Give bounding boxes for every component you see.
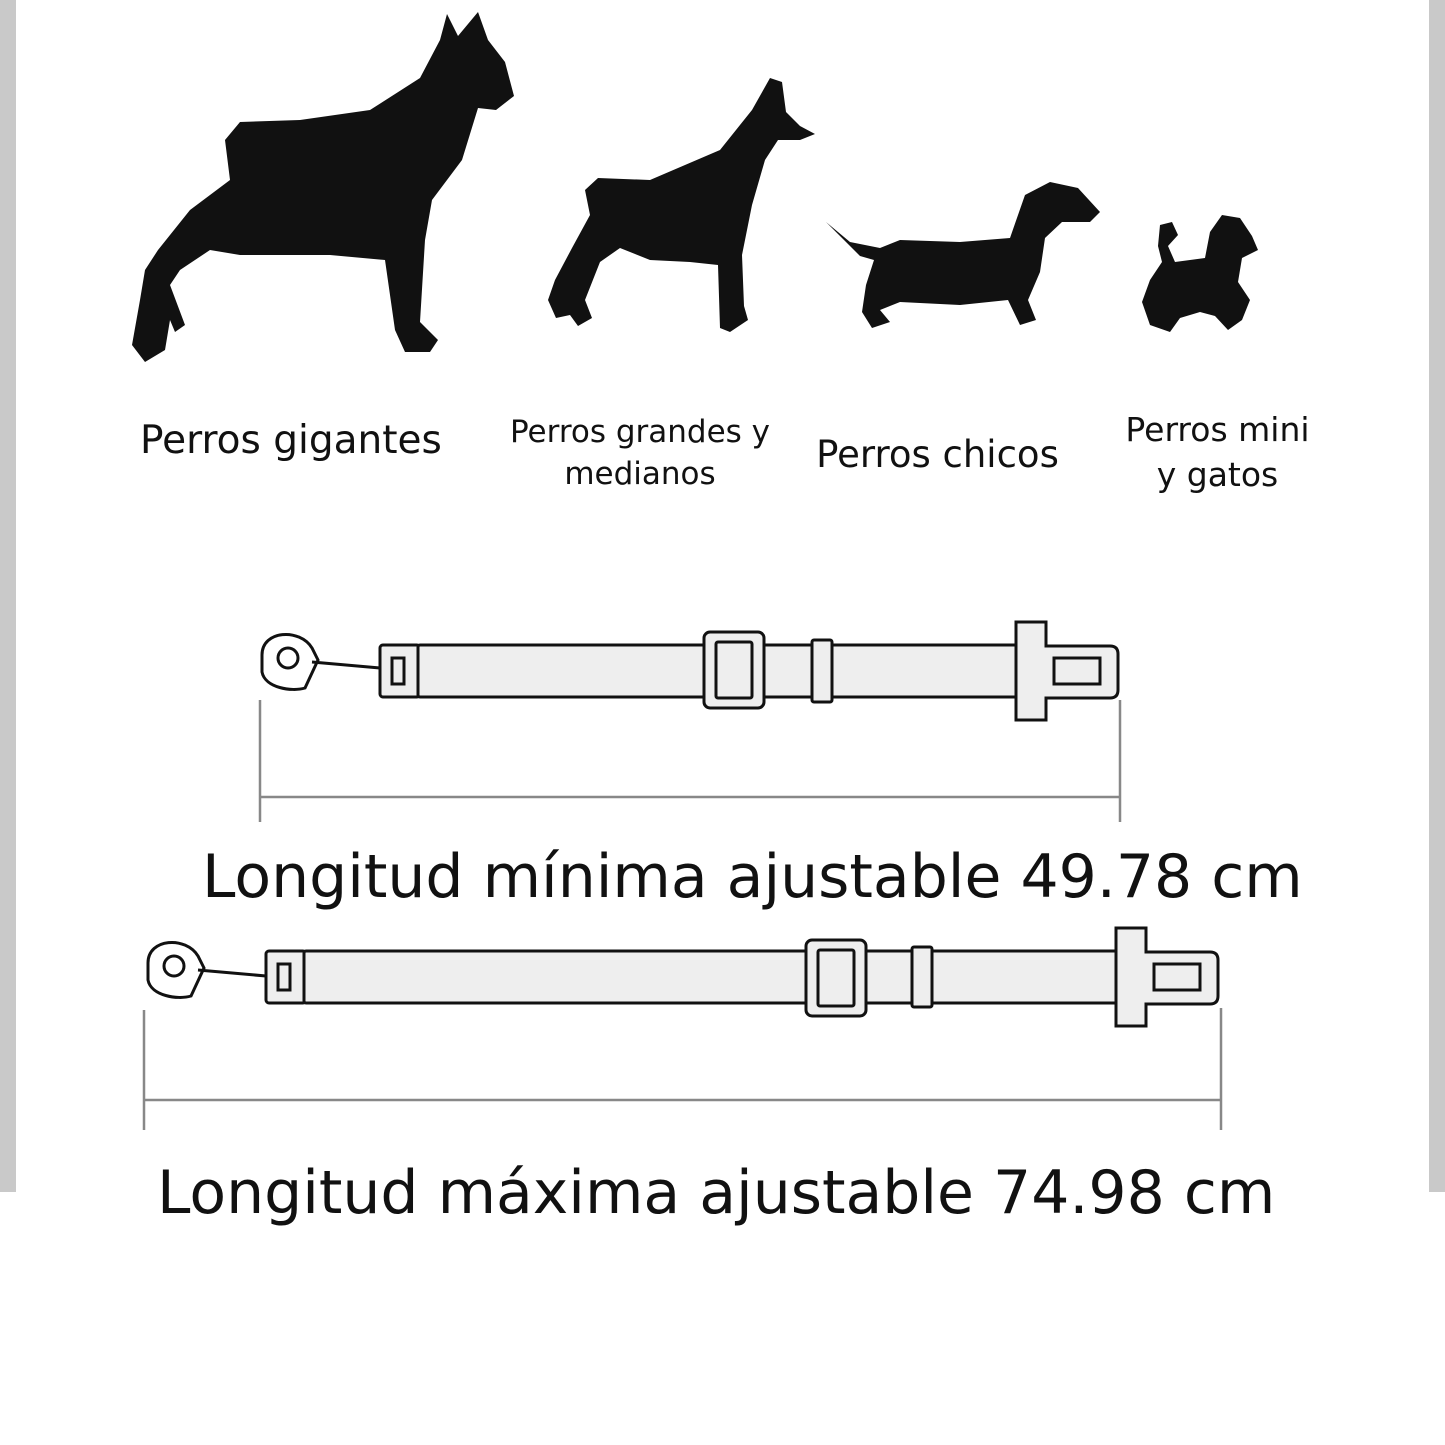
strap-max-seatbelt-tongue-icon — [1116, 928, 1218, 1026]
label-large-line2: medianos — [564, 455, 716, 492]
measure-min-line — [260, 700, 1120, 822]
label-mini-line1: Perros mini — [1125, 410, 1310, 449]
label-mini-line2: y gatos — [1156, 454, 1279, 494]
strap-max-hook-icon — [148, 942, 204, 997]
strap-max-illustration — [148, 928, 1218, 1026]
strap-min-illustration — [262, 622, 1118, 720]
measure-max-line — [144, 1008, 1221, 1130]
strap-min-seatbelt-tongue-icon — [1016, 622, 1118, 720]
label-large-line1: Perros grandes y — [509, 414, 771, 450]
label-giant-text: Perros gigantes — [140, 418, 442, 463]
strap-min-hook-icon — [262, 634, 318, 689]
max-length-label: Longitud máxima ajustable 74.98 cm — [157, 1158, 1276, 1228]
label-small-text: Perros chicos — [816, 433, 1059, 476]
min-length-label: Longitud mínima ajustable 49.78 cm — [202, 842, 1303, 912]
